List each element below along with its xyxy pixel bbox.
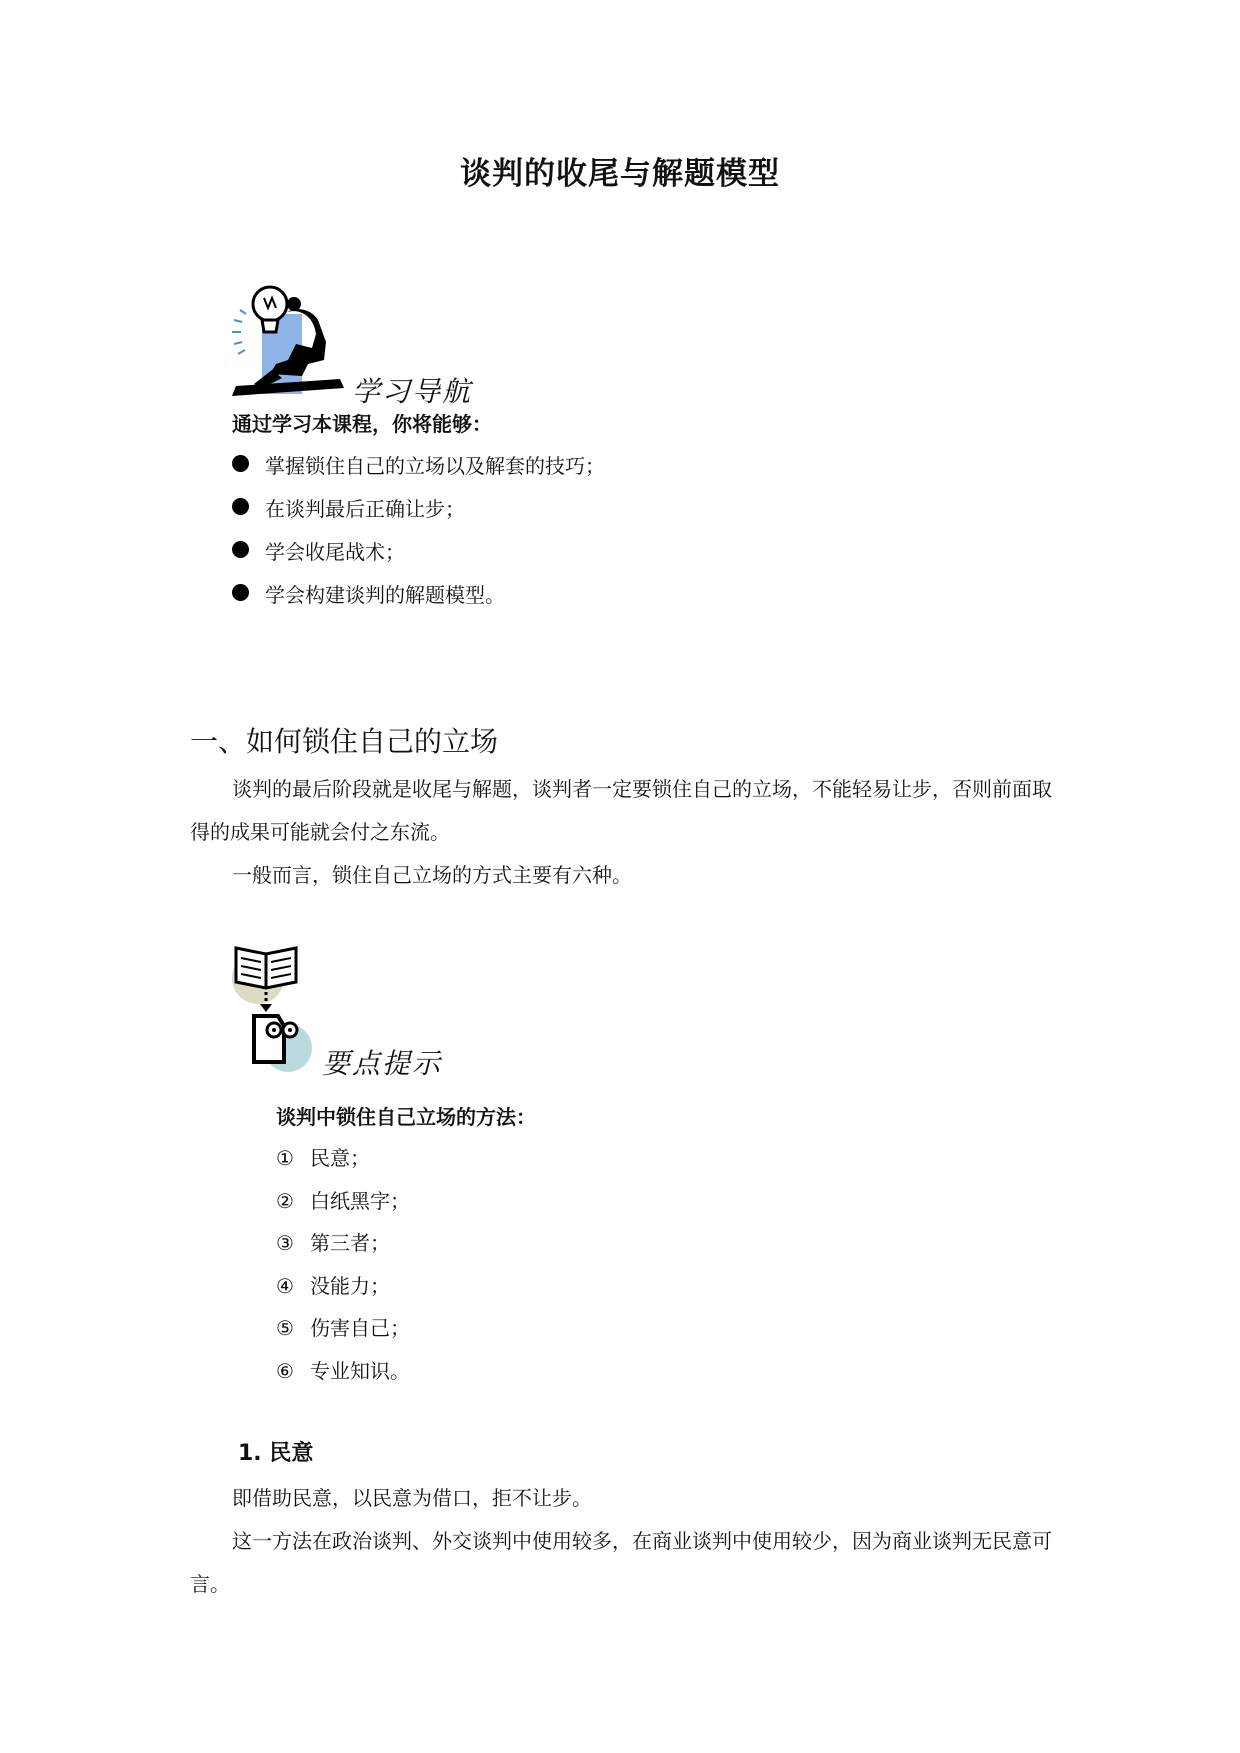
learning-nav-heading: 学习导航 — [352, 375, 473, 408]
paragraph: 这一方法在政治谈判、外交谈判中使用较多，在商业谈判中使用较少，因为商业谈判无民意可言。 — [190, 1529, 1052, 1596]
learning-intro: 通过学习本课程，你将能够： — [232, 412, 492, 436]
bullet-icon — [232, 584, 249, 601]
list-item: ⑥ 专业知识。 — [276, 1358, 410, 1383]
methods-heading: 谈判中锁住自己立场的方法： — [276, 1105, 536, 1129]
lightbulb-person-icon — [232, 282, 347, 402]
key-points-heading: 要点提示 — [322, 1047, 443, 1080]
list-item: ① 民意； — [276, 1146, 370, 1170]
paragraph: 谈判的最后阶段就是收尾与解题，谈判者一定要锁住自己的立场，不能轻易让步，否则前面取得的成果可能就会付之东流。 — [190, 777, 1052, 844]
list-item: ④ 没能力； — [276, 1273, 390, 1298]
book-thinker-icon — [232, 942, 322, 1072]
list-item: ③ 第三者； — [276, 1231, 390, 1255]
list-item: 学会收尾战术； — [232, 536, 605, 579]
bullet-icon — [232, 455, 249, 472]
list-item: ⑤ 伤害自己； — [276, 1316, 410, 1340]
learning-goals-list — [232, 450, 605, 622]
list-item: 学会构建谈判的解题模型。 — [232, 579, 605, 622]
paragraph: 一般而言，锁住自己立场的方式主要有六种。 — [232, 863, 632, 887]
list-item: 在谈判最后正确让步； — [232, 493, 605, 536]
bullet-icon — [232, 541, 249, 558]
page-title: 谈判的收尾与解题模型 — [460, 156, 780, 192]
list-item: 掌握锁住自己的立场以及解套的技巧； — [232, 450, 605, 493]
paragraph: 即借助民意，以民意为借口，拒不让步。 — [232, 1486, 592, 1510]
section-heading: 一、如何锁住自己的立场 — [190, 725, 499, 758]
methods-list — [276, 1142, 410, 1397]
subsection-heading: 1. 民意 — [238, 1441, 314, 1466]
bullet-icon — [232, 498, 249, 515]
list-item: ② 白纸黑字； — [276, 1188, 410, 1213]
